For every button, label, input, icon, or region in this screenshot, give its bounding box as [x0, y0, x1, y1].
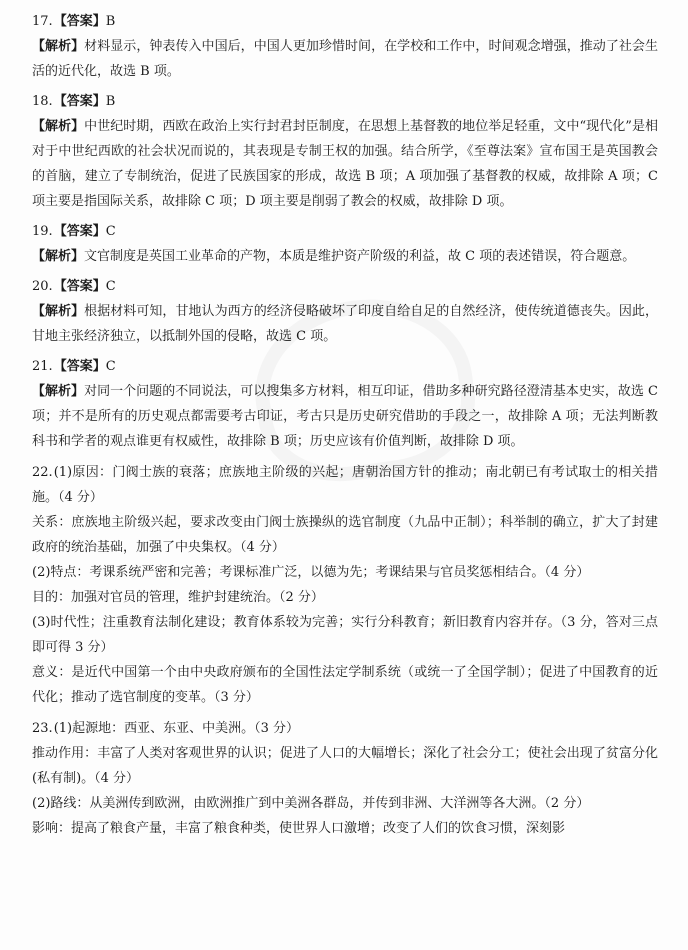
answer-value: C: [105, 359, 116, 374]
question-22-line-3: (2)特点：考课系统严密和完善；考课标准广泛，以德为先；考课结果与官员奖惩相结合。（4 分）: [32, 565, 590, 580]
question-number: 20.: [32, 279, 53, 294]
answer-tag: 【答案】: [53, 224, 106, 239]
analysis-tag: 【解析】: [32, 119, 85, 134]
question-17-answer-line: [32, 10, 658, 34]
question-17-analysis: [32, 34, 658, 84]
question-22: [32, 460, 658, 710]
answer-text: (1)原因：门阀士族的衰落；庶族地主阶级的兴起；唐朝治国方针的推动；南北朝已有考试取士的相关措施。（4 分）: [32, 465, 658, 505]
analysis-text: 文官制度是英国工业革命的产物，本质是维护资产阶级的利益，故 C 项的表述错误，符合题意。: [84, 249, 636, 264]
question-number: 19.: [32, 224, 53, 239]
question-22-line-5: (3)时代性；注重教育法制化建设；教育体系较为完善；实行分科教育；新旧教育内容并存。（3 分，答对三点即可得 3 分）: [32, 615, 658, 655]
question-23-line-1: [32, 716, 658, 741]
answer-tag: 【答案】: [53, 14, 106, 29]
analysis-tag: 【解析】: [32, 249, 85, 264]
question-17: [32, 10, 658, 84]
question-23-line-2: 推动作用：丰富了人类对客观世界的认识；促进了人口的大幅增长；深化了社会分工；使社会出现了贫富分化(私有制)。（4 分）: [32, 746, 658, 786]
analysis-text: 中世纪时期，西欧在政治上实行封君封臣制度，在思想上基督教的地位举足轻重，文中“现代化”是相对于中世纪西欧的社会状况而说的，其表现是专制王权的加强。结合所学，《至尊法案》宣布国王是英国教会的首脑，建立了专制统治，促进了民族国家的形成，故选 B 项；A 项加强了基督教的权威，故排除 A 项；C 项主要是指国际关系，故排除 C 项；D 项主要是削弱了教会的权威，故排除 D 项。: [32, 119, 658, 209]
question-22-line-6: 意义：是近代中国第一个由中央政府颁布的全国性法定学制系统（或统一了全国学制）；促进了中国教育的近代化；推动了选官制度的变革。（3 分）: [32, 665, 658, 705]
answer-text: (1)起源地：西亚、东亚、中美洲。（3 分）: [53, 721, 300, 736]
analysis-tag: 【解析】: [32, 384, 85, 399]
question-number: 17.: [32, 14, 53, 29]
answer-value: B: [105, 14, 116, 29]
answer-value: C: [105, 279, 116, 294]
answer-value: C: [105, 224, 116, 239]
analysis-text: 对同一个问题的不同说法，可以搜集多方材料，相互印证，借助多种研究路径澄清基本史实，故选 C 项；并不是所有的历史观点都需要考古印证，考古只是历史研究借助的手段之一，故排除 A 项；无法判断教科书和学者的观点谁更有权威性，故排除 B 项；历史应该有价值判断，故排除 D 项。: [32, 384, 658, 449]
question-23: [32, 716, 658, 841]
question-19-answer-line: [32, 220, 658, 244]
analysis-tag: 【解析】: [32, 39, 85, 54]
question-19: [32, 220, 658, 269]
question-22-line-2: 关系：庶族地主阶级兴起，要求改变由门阀士族操纵的选官制度（九品中正制）；科举制的确立，扩大了封建政府的统治基础，加强了中央集权。（4 分）: [32, 515, 658, 555]
answer-value: B: [105, 94, 116, 109]
question-23-line-4: 影响：提高了粮食产量，丰富了粮食种类，使世界人口激增；改变了人们的饮食习惯，深刻影: [32, 821, 566, 836]
question-19-analysis: [32, 244, 658, 269]
question-18-answer-line: [32, 90, 658, 114]
analysis-text: 根据材料可知，甘地认为西方的经济侵略破坏了印度自给自足的自然经济，使传统道德丧失。因此，甘地主张经济独立，以抵制外国的侵略，故选 C 项。: [32, 304, 658, 344]
question-20-answer-line: [32, 275, 658, 299]
analysis-text: 材料显示，钟表传入中国后，中国人更加珍惜时间，在学校和工作中，时间观念增强，推动了社会生活的近代化，故选 B 项。: [32, 39, 658, 79]
question-number: 23.: [32, 721, 53, 736]
question-18: [32, 90, 658, 214]
question-22-line-4: 目的：加强对官员的管理，维护封建统治。（2 分）: [32, 590, 324, 605]
question-number: 21.: [32, 359, 53, 374]
analysis-tag: 【解析】: [32, 304, 85, 319]
question-number: 22.: [32, 465, 53, 480]
answer-tag: 【答案】: [53, 279, 106, 294]
answer-tag: 【答案】: [53, 94, 106, 109]
answer-tag: 【答案】: [53, 359, 106, 374]
question-number: 18.: [32, 94, 53, 109]
question-23-line-3: (2)路线：从美洲传到欧洲，由欧洲推广到中美洲各群岛，并传到非洲、大洋洲等各大洲。（2 分）: [32, 796, 590, 811]
question-18-analysis: [32, 114, 658, 214]
